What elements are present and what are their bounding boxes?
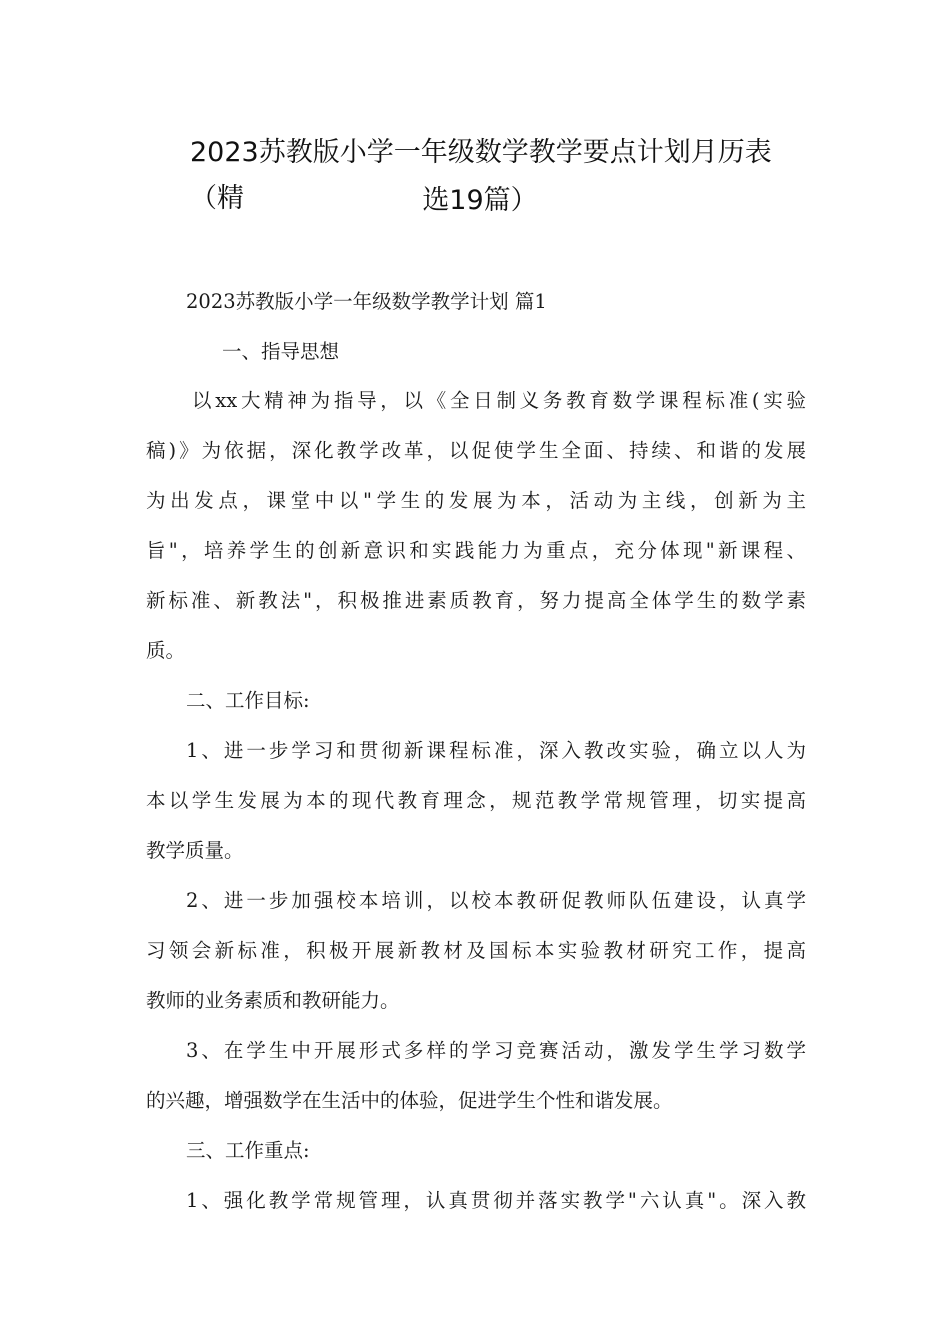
subheading: 三、工作重点: xyxy=(186,1139,310,1162)
paragraph-line: 本以学生发展为本的现代教育理念，规范教学常规管理，切实提高 xyxy=(146,789,806,812)
paragraph-line: 3、在学生中开展形式多样的学习竞赛活动，激发学生学习数学 xyxy=(186,1039,806,1062)
paragraph-line: 新标准、新教法"，积极推进素质教育，努力提高全体学生的数学素 xyxy=(146,589,806,612)
paragraph-line: 的兴趣，增强数学在生活中的体验，促进学生个性和谐发展。 xyxy=(146,1089,673,1112)
paragraph-line: 习领会新标准，积极开展新教材及国标本实验教材研究工作，提高 xyxy=(146,939,806,962)
paragraph-line: 1、进一步学习和贯彻新课程标准，深入教改实验，确立以人为 xyxy=(186,739,806,762)
paragraph-line: 教学质量。 xyxy=(146,839,244,862)
subheading: 二、工作目标: xyxy=(186,689,310,712)
section-heading: 2023苏教版小学一年级数学教学计划 篇1 xyxy=(186,290,547,313)
document-title-line-2: 选19篇） xyxy=(422,185,538,216)
paragraph-line: 旨"，培养学生的创新意识和实践能力为重点，充分体现"新课程、 xyxy=(146,539,806,562)
paragraph-line: 质。 xyxy=(146,639,186,662)
paragraph-line: 2、进一步加强校本培训，以校本教研促教师队伍建设，认真学 xyxy=(186,889,806,912)
paragraph-line: 稿)》为依据，深化教学改革，以促使学生全面、持续、和谐的发展 xyxy=(146,439,806,462)
subheading: 一、指导思想 xyxy=(222,340,340,363)
paragraph-line: 以xx大精神为指导，以《全日制义务教育数学课程标准(实验 xyxy=(192,389,806,412)
document-title-line-1: 2023苏教版小学一年级数学教学要点计划月历表（精 xyxy=(190,137,772,214)
paragraph-line: 教师的业务素质和教研能力。 xyxy=(146,989,400,1012)
paragraph-line: 为出发点，课堂中以"学生的发展为本，活动为主线，创新为主 xyxy=(146,489,806,512)
paragraph-line: 1、强化教学常规管理，认真贯彻并落实教学"六认真"。深入教 xyxy=(186,1189,806,1212)
